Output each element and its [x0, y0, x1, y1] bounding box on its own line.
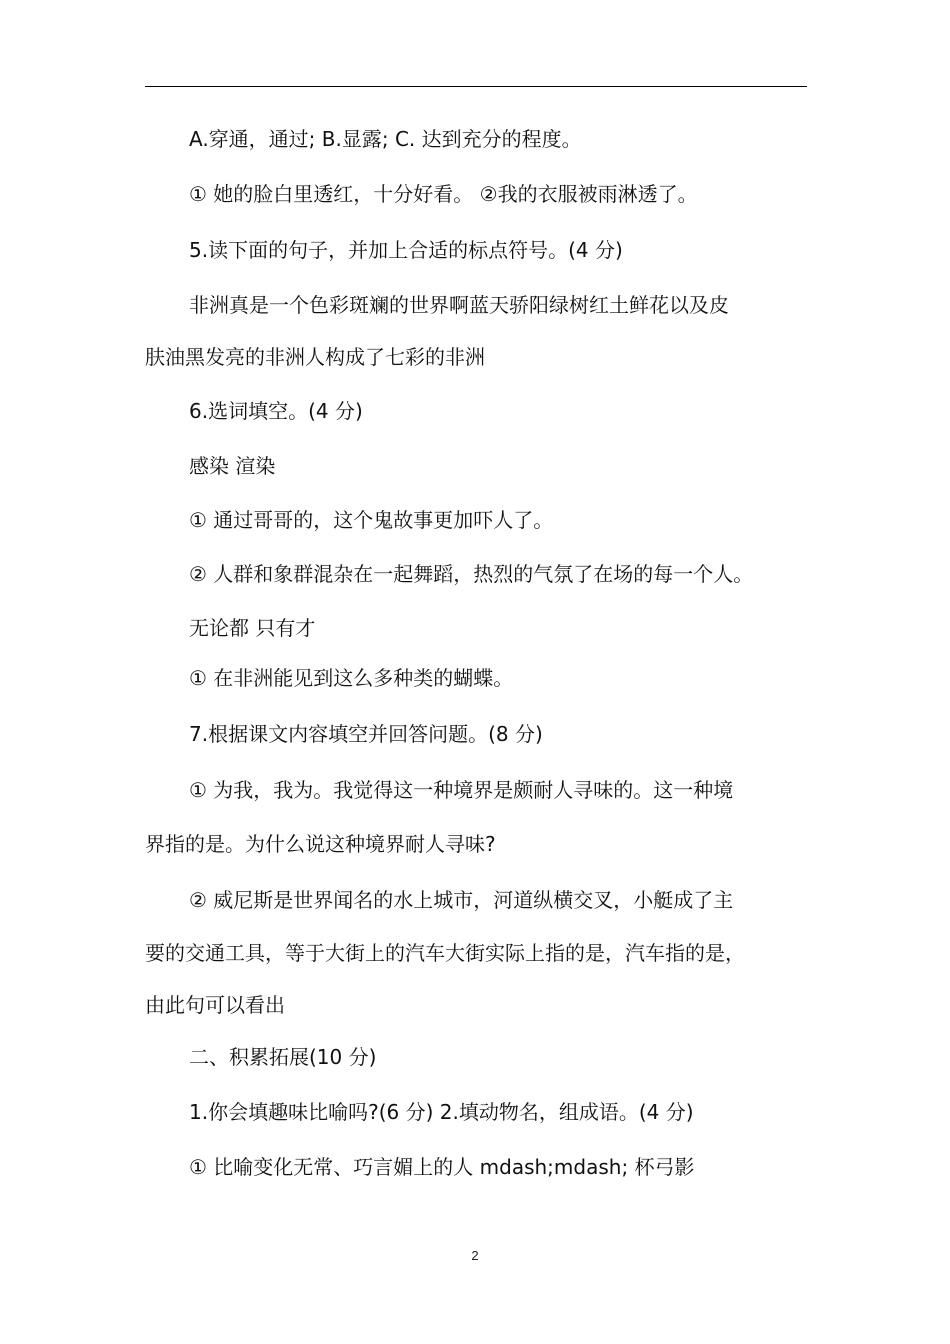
header-rule	[145, 86, 807, 87]
text-line: ② 威尼斯是世界闻名的水上城市，河道纵横交叉，小艇成了主	[189, 888, 734, 912]
text-line: ① 为我，我为。我觉得这一种境界是颇耐人寻味的。这一种境	[189, 778, 734, 802]
text-line: 无论都 只有才	[189, 616, 316, 640]
text-line: 由此句可以看出	[145, 993, 285, 1017]
text-line: 界指的是。为什么说这种境界耐人寻味?	[145, 832, 496, 856]
text-line: 感染 渲染	[189, 454, 276, 478]
text-line: 二、积累拓展(10 分)	[189, 1045, 377, 1069]
text-line: ① 通过哥哥的，这个鬼故事更加吓人了。	[189, 508, 554, 532]
text-line: 非洲真是一个色彩斑斓的世界啊蓝天骄阳绿树红土鲜花以及皮	[189, 293, 729, 317]
text-line: 要的交通工具，等于大街上的汽车大街实际上指的是，汽车指的是，	[145, 941, 745, 965]
text-line: A.穿通，通过; B.显露; C. 达到充分的程度。	[189, 127, 582, 151]
text-line: 肤油黑发亮的非洲人构成了七彩的非洲	[145, 345, 485, 369]
text-line: ① 比喻变化无常、巧言媚上的人 mdash;mdash; 杯弓影	[189, 1155, 695, 1179]
text-line: ① 她的脸白里透红，十分好看。 ②我的衣服被雨淋透了。	[189, 182, 698, 206]
text-line: ① 在非洲能见到这么多种类的蝴蝶。	[189, 666, 514, 690]
text-line: 7.根据课文内容填空并回答问题。(8 分)	[189, 722, 543, 746]
text-line: 1.你会填趣味比喻吗?(6 分) 2.填动物名，组成语。(4 分)	[189, 1100, 694, 1124]
text-line: ② 人群和象群混杂在一起舞蹈，热烈的气氛了在场的每一个人。	[189, 562, 754, 586]
page-number: 2	[471, 1248, 479, 1263]
text-line: 5.读下面的句子，并加上合适的标点符号。(4 分)	[189, 238, 623, 262]
text-line: 6.选词填空。(4 分)	[189, 399, 363, 423]
